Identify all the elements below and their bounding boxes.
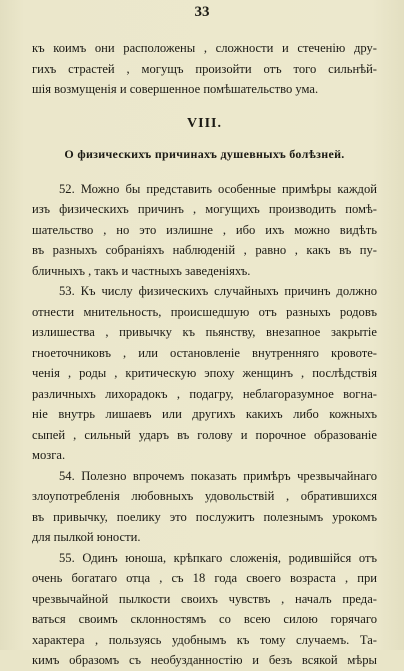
text-line: ваться своимъ склонностямъ со всею силою горячаго: [32, 612, 377, 626]
text-line: злоупотребленія любовныхъ удовольствій , обратившихся: [32, 489, 377, 503]
text-line: гихъ страстей , могущъ произойти отъ того сильнѣй-: [32, 61, 377, 76]
text-line: различныхъ лихорадокъ , подагру, неблагоразумное вогна-: [32, 386, 377, 401]
text-line: 55. Одинъ юноша, крѣпкаго сложенія, родившійся отъ: [59, 550, 377, 565]
text-line: для пылкой юности.: [32, 530, 141, 544]
chapter-numeral: VIII.: [187, 115, 222, 131]
page-number: 33: [194, 4, 210, 20]
text-line: въ привычку, поелику это послужитъ полезнымъ урокомъ: [32, 509, 377, 524]
chapter-title: О физическихъ причинахъ душевныхъ болѣзней.: [64, 147, 345, 161]
text-line: характера , пользуясь удобнымъ къ тому случаемъ. Та-: [32, 632, 377, 647]
text-line: кимъ образомъ съ необузданностію и безъ всякой мѣры: [32, 653, 377, 667]
text-line: къ коимъ они расположены , сложности и стеченію дру-: [32, 41, 377, 55]
text-line: отнести мнительность, происшедшую отъ разныхъ родовъ: [32, 304, 377, 319]
text-line: изъ физическихъ причинъ , могущихъ производить помѣ-: [32, 202, 377, 216]
text-line: ченія , роды , критическую эпоху женщинъ , послѣдствія: [32, 366, 377, 380]
paragraph-54: [32, 466, 377, 548]
intro-paragraph: [32, 38, 377, 100]
text-line: бличныхъ , такъ и частныхъ заведеніяхъ.: [32, 263, 251, 278]
text-line: шія возмущенія и совершенное помѣшательство ума.: [32, 82, 319, 96]
text-line: 52. Можно бы представить особенные примѣры каждой: [59, 181, 377, 196]
text-line: 53. Къ числу физическихъ случайныхъ причинъ должно: [59, 284, 377, 298]
text-line: гноеточниковъ , или остановленіе внутренняго кровоте-: [32, 345, 377, 360]
text-block: [32, 38, 377, 671]
text-line: чрезвычайной пылкости своихъ чувствъ , началъ преда-: [32, 591, 377, 606]
text-line: ніе внутрь лишаевъ или другихъ какихъ либо кожныхъ: [32, 407, 377, 421]
text-line: сыпей , сильный ударъ въ голову и порочное образованіе: [32, 427, 377, 442]
text-line: мозга.: [32, 448, 66, 462]
text-line: очень богатаго отца , съ 18 года своего возраста , при: [32, 571, 377, 585]
paragraph-53: [32, 281, 377, 466]
text-line: 54. Полезно впрочемъ показать примѣръ чрезвычайнаго: [59, 468, 377, 483]
text-line: излишества , привычку къ пьянству, внезапное закрытіе: [32, 325, 377, 339]
paragraph-52: [32, 179, 377, 282]
text-line: шательство , но это излишне , ибо ихъ можно видѣть: [32, 222, 377, 237]
paragraph-55: [32, 548, 377, 671]
text-line: въ разныхъ собраніяхъ наблюденій , равно , какъ въ пу-: [32, 243, 377, 257]
